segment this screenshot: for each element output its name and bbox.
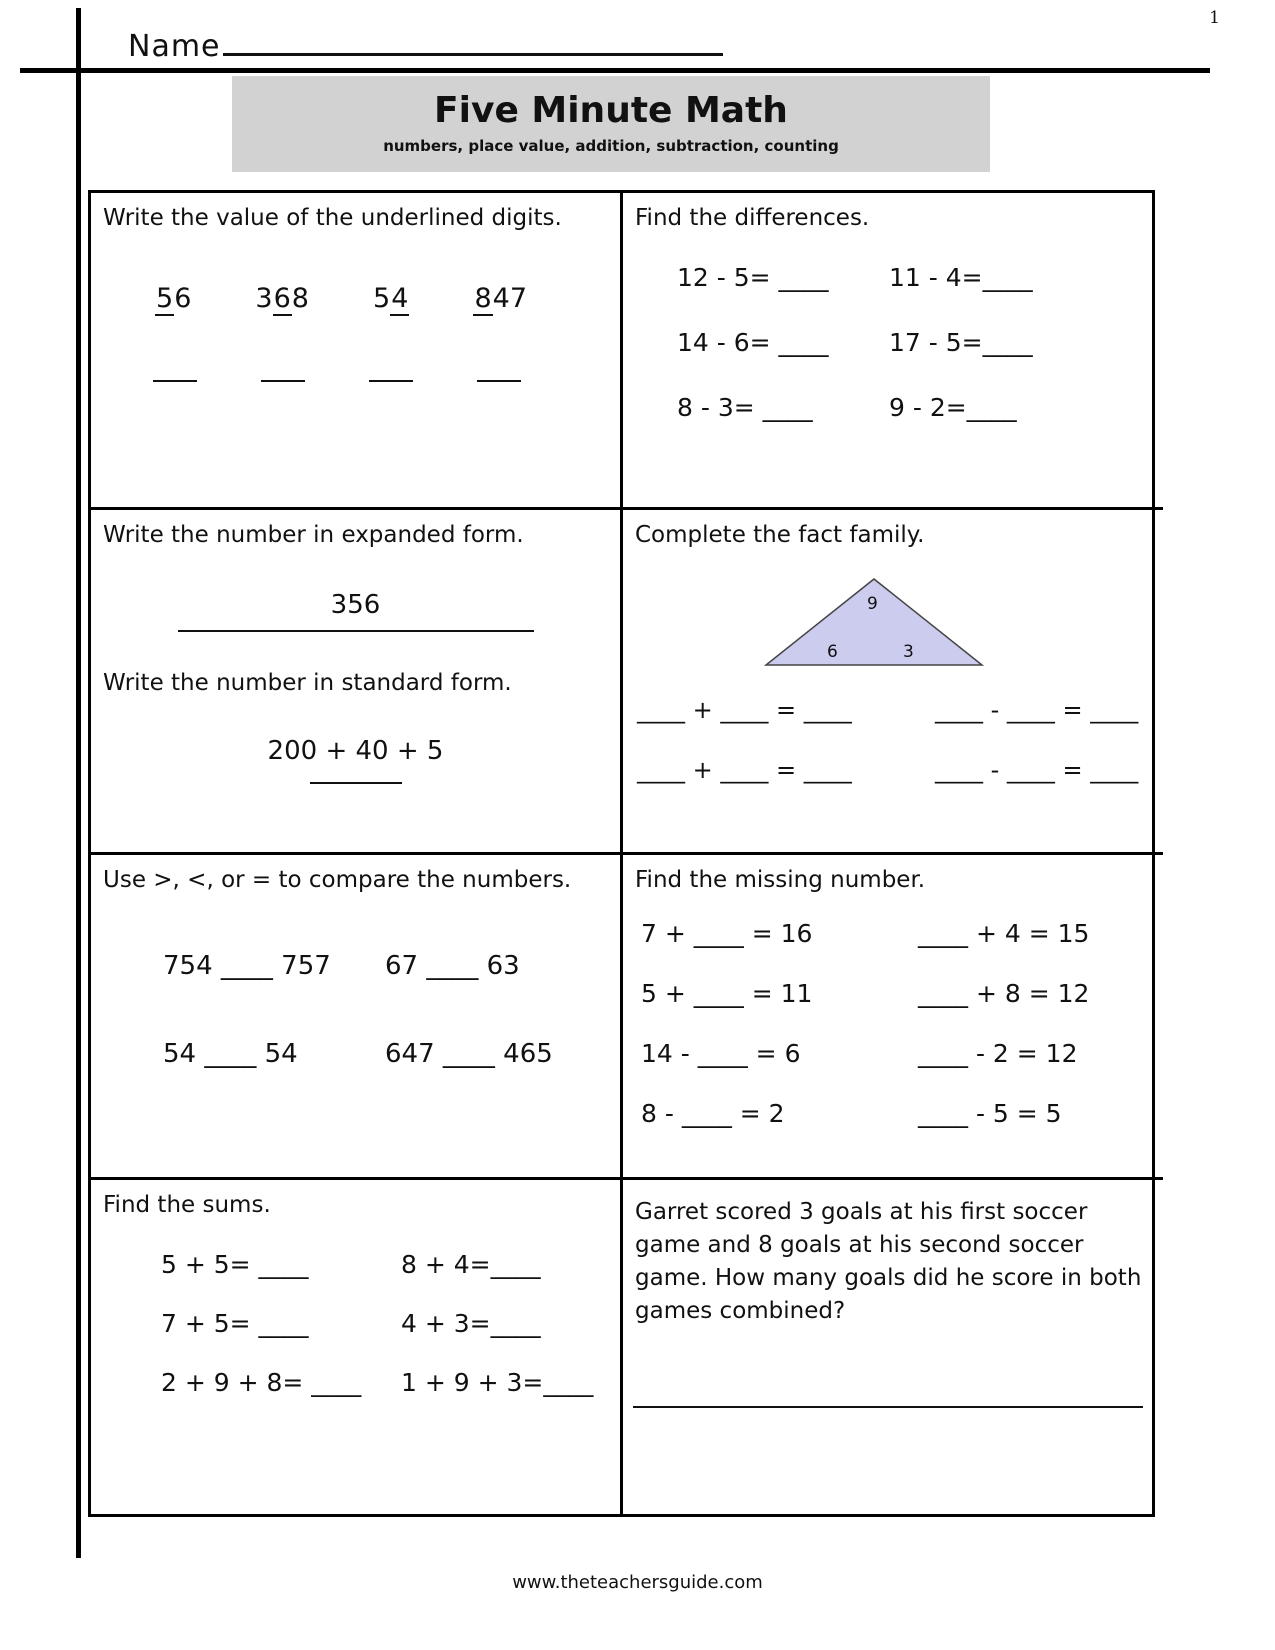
- underlined-number: [255, 283, 309, 314]
- name-label: Name: [128, 29, 221, 64]
- triangle-number-top: 9: [867, 594, 878, 614]
- problem-item[interactable]: ____ + 4 = 15: [918, 919, 1090, 948]
- problem-item[interactable]: 8 - 3= ____: [677, 393, 813, 422]
- page-number: 1: [1209, 8, 1220, 28]
- prompt: Find the missing number.: [635, 867, 926, 893]
- underlined-digit: 4: [391, 283, 409, 314]
- problem-item[interactable]: ____ + 8 = 12: [918, 979, 1090, 1008]
- equation-blank[interactable]: ____ - ____ = ____: [935, 756, 1139, 784]
- answer-blanks-row: [153, 358, 521, 382]
- problem-item[interactable]: 4 + 3=____: [401, 1309, 541, 1338]
- problem-item[interactable]: 12 - 5= ____: [677, 263, 829, 292]
- prompt: Write the value of the underlined digits.: [103, 205, 562, 231]
- problem-item[interactable]: 1 + 9 + 3=____: [401, 1368, 594, 1397]
- problem-item[interactable]: 67 ____ 63: [385, 951, 520, 981]
- answer-blank[interactable]: [261, 358, 305, 382]
- compare-problems: [163, 951, 608, 1069]
- problem-item[interactable]: 7 + 5= ____: [161, 1309, 309, 1338]
- underlined-digit: 5: [156, 283, 174, 314]
- problem-item[interactable]: 754 ____ 757: [163, 951, 331, 981]
- sums-problems: [161, 1250, 608, 1397]
- left-margin-line: [76, 8, 81, 1558]
- underlined-numbers-row: [155, 283, 527, 314]
- underlined-number: [373, 283, 409, 314]
- triangle-number-left: 6: [827, 642, 838, 662]
- section-compare-numbers: [91, 855, 623, 1180]
- answer-blank[interactable]: [477, 358, 521, 382]
- footer-url: www.theteachersguide.com: [512, 1572, 763, 1593]
- prompt: Write the number in expanded form.: [103, 522, 524, 548]
- prompt: Use >, <, or = to compare the numbers.: [103, 867, 572, 893]
- problems-grid: [88, 190, 1155, 1517]
- equation-blank[interactable]: ____ - ____ = ____: [935, 696, 1139, 724]
- name-blank-line[interactable]: [223, 24, 723, 56]
- answer-blank[interactable]: [369, 358, 413, 382]
- underlined-number: [473, 283, 527, 314]
- problem-item[interactable]: 14 - 6= ____: [677, 328, 829, 357]
- standard-form-expression: 200 + 40 + 5: [267, 736, 444, 766]
- digit-part: 47: [492, 283, 527, 314]
- problem-item[interactable]: 11 - 4=____: [889, 263, 1033, 292]
- prompt: Write the number in standard form.: [103, 670, 512, 696]
- worksheet-title: Five Minute Math: [434, 90, 788, 131]
- problem-item[interactable]: 8 - ____ = 2: [641, 1099, 785, 1128]
- underlined-digit: 8: [474, 283, 492, 314]
- section-underlined-digits: [91, 193, 623, 510]
- problem-item[interactable]: ____ - 2 = 12: [918, 1039, 1078, 1068]
- equation-blank[interactable]: ____ + ____ = ____: [637, 756, 852, 784]
- answer-blank[interactable]: [310, 782, 402, 784]
- triangle-number-right: 3: [903, 642, 914, 662]
- digit-part: 3: [255, 283, 273, 314]
- differences-problems: [677, 263, 1151, 422]
- problem-item[interactable]: 54 ____ 54: [163, 1039, 298, 1069]
- problem-item[interactable]: 5 + 5= ____: [161, 1250, 309, 1279]
- digit-part: 5: [373, 283, 391, 314]
- prompt: Complete the fact family.: [635, 522, 925, 548]
- name-row: [128, 24, 1188, 64]
- answer-blank[interactable]: [153, 358, 197, 382]
- prompt: Find the sums.: [103, 1192, 271, 1218]
- section-fact-family: [623, 510, 1163, 855]
- title-box: [232, 76, 990, 172]
- missing-number-problems: [641, 919, 1151, 1128]
- section-missing-number: [623, 855, 1163, 1180]
- triangle-shape: [766, 579, 982, 665]
- answer-blank[interactable]: [178, 630, 534, 632]
- section-word-problem: [623, 1180, 1163, 1514]
- underlined-digit: 6: [273, 283, 291, 314]
- digit-part: 6: [174, 283, 192, 314]
- problem-item[interactable]: 8 + 4=____: [401, 1250, 541, 1279]
- underlined-number: [155, 283, 191, 314]
- prompt: Find the differences.: [635, 205, 870, 231]
- word-problem-text: Garret scored 3 goals at his first soccer game and 8 goals at his second soccer game. How many goals did he score in both games combined?: [635, 1199, 1142, 1324]
- problem-item[interactable]: 7 + ____ = 16: [641, 919, 813, 948]
- problem-item[interactable]: 14 - ____ = 6: [641, 1039, 801, 1068]
- problem-item[interactable]: 17 - 5=____: [889, 328, 1033, 357]
- problem-item[interactable]: 5 + ____ = 11: [641, 979, 813, 1008]
- digit-part: 8: [291, 283, 309, 314]
- section-differences: [623, 193, 1163, 510]
- problem-item[interactable]: 9 - 2=____: [889, 393, 1017, 422]
- fact-family-equations: [637, 696, 1153, 784]
- problem-item[interactable]: ____ - 5 = 5: [918, 1099, 1062, 1128]
- problem-item[interactable]: 2 + 9 + 8= ____: [161, 1368, 362, 1397]
- section-expanded-form: [91, 510, 623, 855]
- fact-family-triangle: [763, 576, 985, 668]
- equation-blank[interactable]: ____ + ____ = ____: [637, 696, 852, 724]
- top-rule-line: [20, 68, 1210, 73]
- answer-blank[interactable]: [633, 1406, 1143, 1408]
- problem-item[interactable]: 647 ____ 465: [385, 1039, 553, 1069]
- worksheet-subtitle: numbers, place value, addition, subtraction, counting: [383, 137, 839, 155]
- expanded-form-number: 356: [330, 590, 381, 620]
- section-sums: [91, 1180, 623, 1514]
